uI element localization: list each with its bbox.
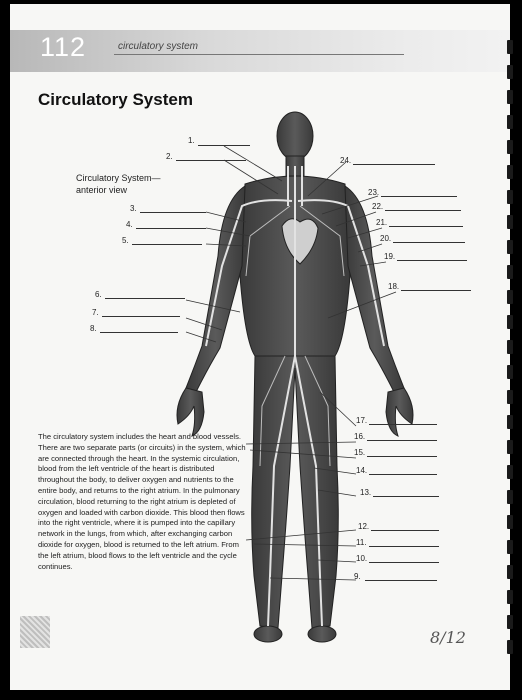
answer-line-1[interactable] [198,145,250,146]
label-number-2: 2. [166,152,173,161]
label-number-3: 3. [130,204,137,213]
label-number-17: 17. [356,416,368,425]
scan-smudge [20,616,50,648]
answer-line-11[interactable] [369,546,439,547]
answer-line-15[interactable] [367,456,437,457]
chapter-rule [114,54,404,55]
label-number-5: 5. [122,236,129,245]
figure-subtitle: Circulatory System— anterior view [76,173,161,195]
label-number-24: 24. [340,156,352,165]
answer-line-9[interactable] [365,580,437,581]
label-number-20: 20. [380,234,392,243]
label-number-7: 7. [92,308,99,317]
label-number-12: 12. [358,522,370,531]
answer-line-19[interactable] [397,260,467,261]
answer-line-17[interactable] [369,424,437,425]
label-number-15: 15. [354,448,366,457]
label-number-14: 14. [356,466,368,475]
label-number-8: 8. [90,324,97,333]
label-number-13: 13. [360,488,372,497]
answer-line-14[interactable] [369,474,437,475]
spiral-binding [500,40,522,680]
label-number-4: 4. [126,220,133,229]
handwritten-note: 8/12 [430,628,466,647]
answer-line-4[interactable] [136,228,206,229]
label-number-9: 9. [354,572,361,581]
answer-line-10[interactable] [369,562,439,563]
answer-line-16[interactable] [367,440,437,441]
answer-line-7[interactable] [102,316,180,317]
body-text: The circulatory system includes the heart and blood vessels. There are two separate parts (or circuits) in the system, which are connected through the heart. In the systemic circulation, blood from the left ventricle of the heart is distributed throughout the body, to deliver oxygen and nutrients to the entire body, and returns to the right atrium. In the pulmonary circulation, blood returning to the right atrium is depleted of oxygen and loaded with carbon dioxide. This blood then flows into the right ventricle, where it is pumped into the capillary network in the lungs, from which, after exchanging carbon dioxide for oxygen, blood is returned to the left atrium. From the left atrium, blood flows to the left ventricle and the cycle continues. [38,432,246,571]
page-title: Circulatory System [38,90,193,109]
answer-line-13[interactable] [373,496,439,497]
answer-line-6[interactable] [105,298,185,299]
label-number-21: 21. [376,218,388,227]
chapter-name: circulatory system [118,41,199,52]
answer-line-3[interactable] [140,212,206,213]
answer-line-24[interactable] [353,164,435,165]
label-number-23: 23. [368,188,380,197]
worksheet-page [10,4,510,690]
chapter-number: 112 [40,32,87,62]
answer-line-5[interactable] [132,244,202,245]
label-number-18: 18. [388,282,400,291]
answer-line-8[interactable] [100,332,178,333]
label-number-16: 16. [354,432,366,441]
label-number-19: 19. [384,252,396,261]
label-number-11: 11. [356,538,367,547]
answer-line-2[interactable] [176,160,246,161]
answer-line-12[interactable] [371,530,439,531]
answer-line-20[interactable] [393,242,465,243]
label-number-6: 6. [95,290,102,299]
answer-line-22[interactable] [385,210,461,211]
answer-line-18[interactable] [401,290,471,291]
label-number-1: 1. [188,136,195,145]
label-number-22: 22. [372,202,384,211]
answer-line-21[interactable] [389,226,463,227]
answer-line-23[interactable] [381,196,457,197]
label-number-10: 10. [356,554,368,563]
